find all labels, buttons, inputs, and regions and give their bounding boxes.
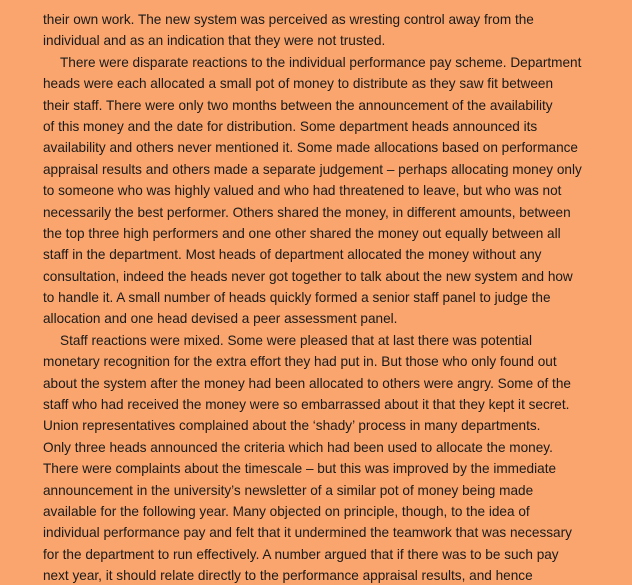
text-line: availability and others never mentioned it. Some made allocations based on performance [43,140,578,156]
text-line: of this money and the date for distribution. Some department heads announced its [43,118,538,134]
text-line: Only three heads announced the criteria which had been used to allocate the money. [43,439,553,455]
text-line: available for the following year. Many objected on principle, though, to the idea of [43,503,530,519]
text-line: to handle it. A small number of heads quickly formed a senior staff panel to judge the [43,290,551,306]
text-line: for the department to run effectively. A number argued that if there was to be such pay [43,546,559,562]
body-text [43,9,632,585]
text-line: announcement in the university’s newsletter of a similar pot of money being made [43,482,534,498]
text-line: individual and as an indication that they were not trusted. [43,33,386,49]
text-line: heads were each allocated a small pot of money to distribute as they saw fit between [43,76,554,92]
text-line: about the system after the money had been allocated to others were angry. Some of the [43,375,571,391]
text-line: individual performance pay and felt that it undermined the teamwork that was necessary [43,525,572,541]
text-line: staff who had received the money were so embarrassed about it that they kept it secret. [43,397,570,413]
text-line: Union representatives complained about the ‘shady’ process in many departments. [43,418,541,434]
text-line: necessarily the best performer. Others shared the money, in different amounts, between [43,204,571,220]
text-line: their own work. The new system was perceived as wresting control away from the [43,12,534,27]
text-line: appraisal results and others made a separate judgement – perhaps allocating money only [43,161,582,177]
text-line: There were complaints about the timescale – but this was improved by the immediate [43,461,557,477]
text-line: their staff. There were only two months between the announcement of the availability [43,97,553,113]
paragraph-start-line: Staff reactions were mixed. Some were pleased that at last there was potential [60,332,533,348]
text-line: the top three high performers and one other shared the money out equally between all [43,225,561,241]
paragraph-start-line: There were disparate reactions to the individual performance pay scheme. Department [60,54,582,70]
text-line: staff in the department. Most heads of department allocated the money without any [43,247,542,263]
text-line: monetary recognition for the extra effort they had put in. But those who only found out [43,354,557,370]
text-line: to someone who was highly valued and who had threatened to leave, but who was not [43,183,562,199]
text-line: consultation, indeed the heads never got together to talk about the new system and how [43,268,573,284]
text-line: allocation and one head devised a peer assessment panel. [43,311,398,327]
text-line: next year, it should relate directly to the performance appraisal results, and hence [43,568,533,584]
